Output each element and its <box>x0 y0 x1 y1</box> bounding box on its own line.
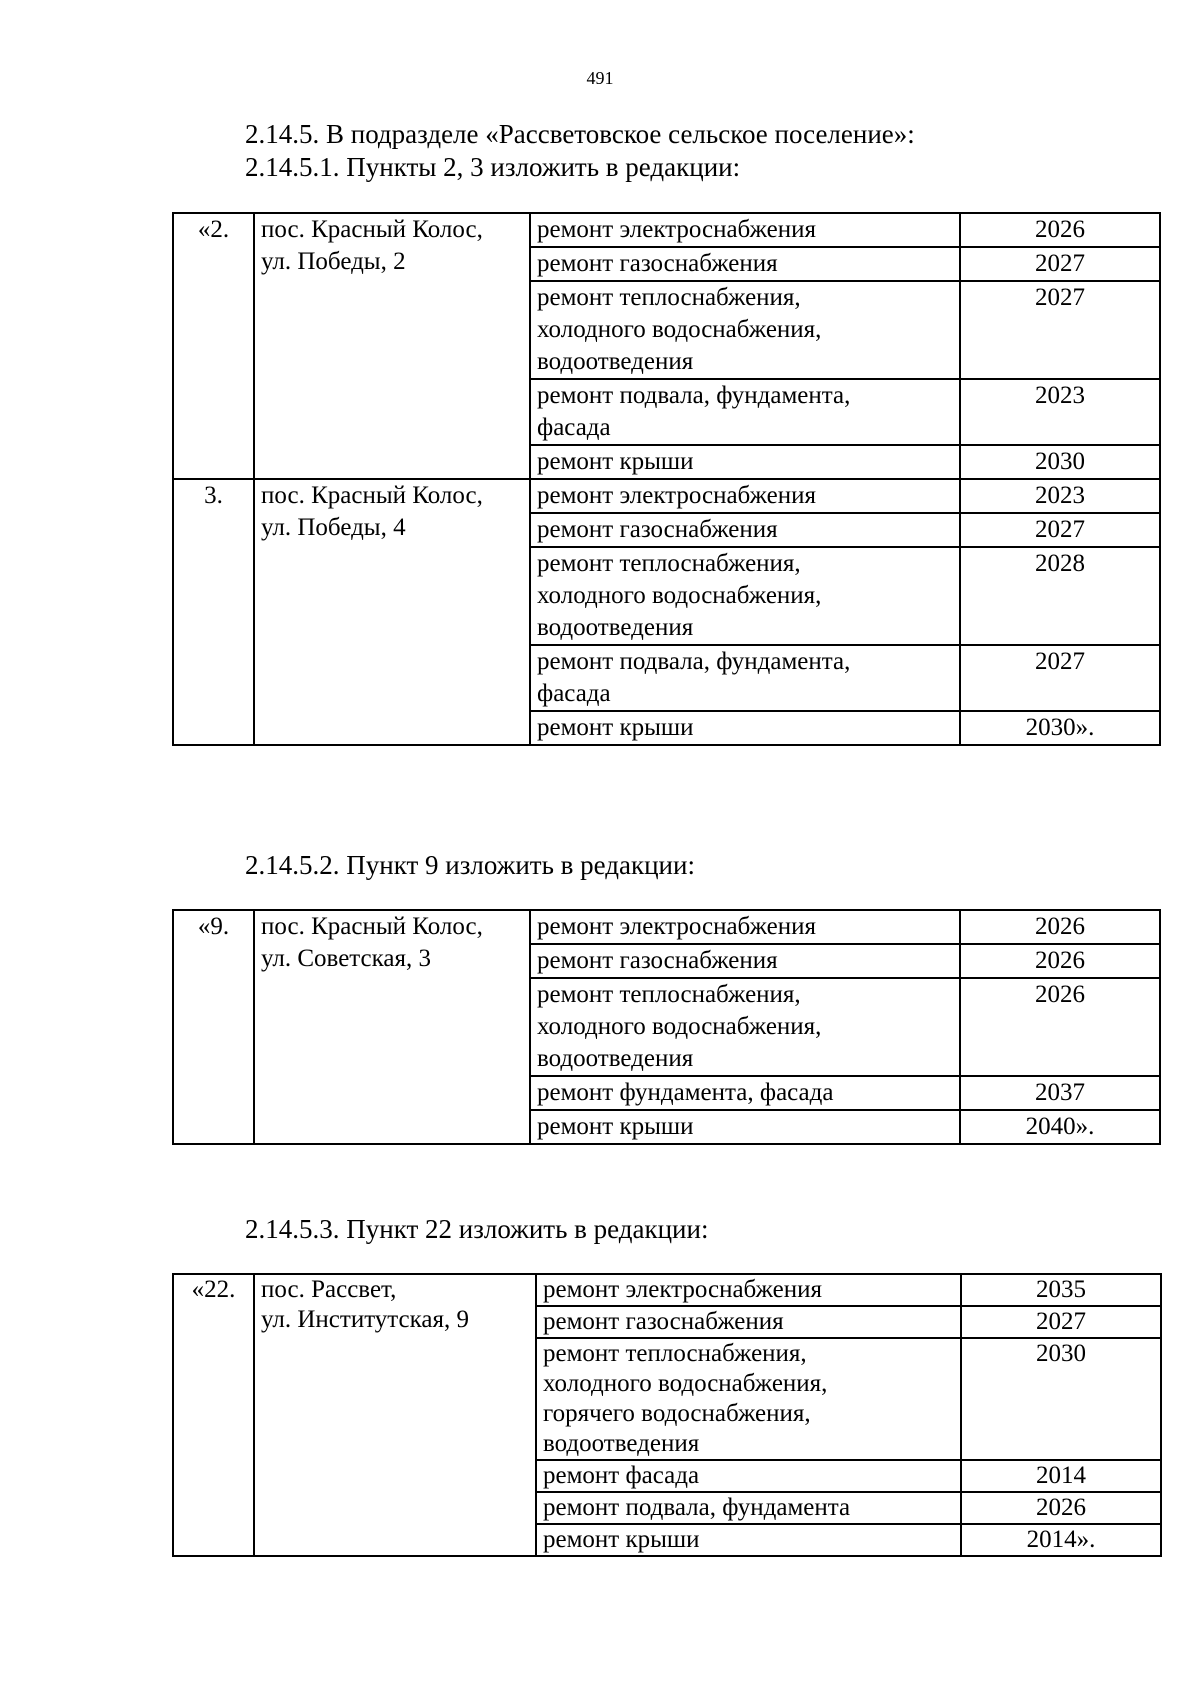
work-line: водоотведения <box>537 348 694 375</box>
work-line: ремонт подвала, фундамента, <box>537 648 851 675</box>
address-cell <box>254 910 530 1144</box>
work-year: 2026 <box>960 213 1160 247</box>
page-number: 491 <box>586 68 614 88</box>
work-year: 2014 <box>961 1460 1161 1492</box>
work-line: ремонт электроснабжения <box>537 482 816 509</box>
work-description <box>530 1076 960 1110</box>
work-line: ремонт газоснабжения <box>537 250 778 277</box>
paragraph-subsection-heading: 2.14.5. В подразделе «Рассветовское сельское поселение»: <box>245 119 915 149</box>
work-line: ремонт теплоснабжения, <box>543 1340 807 1367</box>
work-line: ремонт подвала, фундамента, <box>537 382 851 409</box>
address-cell <box>254 1274 536 1556</box>
item-number: «2. <box>173 213 254 479</box>
address-line: пос. Красный Колос, <box>261 216 483 243</box>
work-line: ремонт крыши <box>543 1526 700 1553</box>
work-description <box>530 247 960 281</box>
work-description <box>530 1110 960 1144</box>
work-description <box>530 379 960 445</box>
paragraph-items-2-3: 2.14.5.1. Пункты 2, 3 изложить в редакции: <box>245 152 741 182</box>
address-line: ул. Победы, 4 <box>261 514 406 541</box>
work-line: водоотведения <box>537 614 694 641</box>
table-row <box>173 910 1160 944</box>
work-description <box>530 944 960 978</box>
work-line: ремонт фундамента, фасада <box>537 1079 834 1106</box>
work-description <box>530 281 960 379</box>
item-number: «9. <box>173 910 254 1144</box>
work-year: 2027 <box>960 645 1160 711</box>
table-row <box>173 1274 1161 1306</box>
work-line: ремонт теплоснабжения, <box>537 981 801 1008</box>
work-year: 2028 <box>960 547 1160 645</box>
work-description <box>530 547 960 645</box>
table-row <box>173 479 1160 513</box>
work-description <box>536 1274 961 1306</box>
work-line: ремонт электроснабжения <box>543 1276 822 1303</box>
work-line: ремонт теплоснабжения, <box>537 550 801 577</box>
work-line: ремонт газоснабжения <box>543 1308 784 1335</box>
work-description <box>530 479 960 513</box>
work-description <box>530 213 960 247</box>
work-line: холодного водоснабжения, <box>537 1013 822 1040</box>
work-year: 2026 <box>960 910 1160 944</box>
work-line: горячего водоснабжения, <box>543 1400 811 1427</box>
work-year: 2030». <box>960 711 1160 745</box>
work-year: 2026 <box>960 978 1160 1076</box>
work-year: 2023 <box>960 479 1160 513</box>
work-description <box>530 513 960 547</box>
work-description <box>530 711 960 745</box>
work-line: ремонт подвала, фундамента <box>543 1494 851 1521</box>
paragraph-item-9: 2.14.5.2. Пункт 9 изложить в редакции: <box>245 850 695 880</box>
work-description <box>536 1306 961 1338</box>
work-year: 2030 <box>961 1338 1161 1460</box>
work-year: 2014». <box>961 1524 1161 1556</box>
work-line: фасада <box>537 414 611 441</box>
work-year: 2026 <box>961 1492 1161 1524</box>
address-line: ул. Победы, 2 <box>261 248 406 275</box>
table-item-9 <box>172 909 1161 1145</box>
table-items-2-3 <box>172 212 1161 746</box>
work-line: ремонт крыши <box>537 448 694 475</box>
work-year: 2035 <box>961 1274 1161 1306</box>
work-year: 2027 <box>961 1306 1161 1338</box>
work-line: водоотведения <box>537 1045 694 1072</box>
address-line: ул. Институтская, 9 <box>261 1306 469 1333</box>
work-line: ремонт фасада <box>543 1462 700 1489</box>
address-line: пос. Красный Колос, <box>261 482 483 509</box>
work-line: холодного водоснабжения, <box>543 1370 828 1397</box>
work-line: ремонт крыши <box>537 1113 694 1140</box>
work-year: 2037 <box>960 1076 1160 1110</box>
work-description <box>530 978 960 1076</box>
address-line: пос. Красный Колос, <box>261 913 483 940</box>
work-line: холодного водоснабжения, <box>537 582 822 609</box>
address-line: ул. Советская, 3 <box>261 945 431 972</box>
address-line: пос. Рассвет, <box>261 1276 397 1303</box>
work-year: 2030 <box>960 445 1160 479</box>
work-year: 2027 <box>960 247 1160 281</box>
work-line: ремонт крыши <box>537 714 694 741</box>
work-year: 2027 <box>960 281 1160 379</box>
work-line: холодного водоснабжения, <box>537 316 822 343</box>
work-description <box>530 910 960 944</box>
work-line: водоотведения <box>543 1430 700 1457</box>
work-description <box>530 645 960 711</box>
item-number: «22. <box>173 1274 254 1556</box>
work-line: ремонт теплоснабжения, <box>537 284 801 311</box>
address-cell <box>254 213 530 479</box>
work-description <box>536 1492 961 1524</box>
work-line: ремонт газоснабжения <box>537 516 778 543</box>
work-description <box>530 445 960 479</box>
work-year: 2026 <box>960 944 1160 978</box>
work-year: 2040». <box>960 1110 1160 1144</box>
item-number: 3. <box>173 479 254 745</box>
work-line: ремонт электроснабжения <box>537 913 816 940</box>
paragraph-item-22: 2.14.5.3. Пункт 22 изложить в редакции: <box>245 1214 709 1244</box>
work-line: ремонт электроснабжения <box>537 216 816 243</box>
work-description <box>536 1524 961 1556</box>
work-year: 2023 <box>960 379 1160 445</box>
work-description <box>536 1460 961 1492</box>
work-line: фасада <box>537 680 611 707</box>
work-line: ремонт газоснабжения <box>537 947 778 974</box>
address-cell <box>254 479 530 745</box>
work-year: 2027 <box>960 513 1160 547</box>
work-description <box>536 1338 961 1460</box>
table-row <box>173 213 1160 247</box>
table-item-22 <box>172 1273 1162 1557</box>
